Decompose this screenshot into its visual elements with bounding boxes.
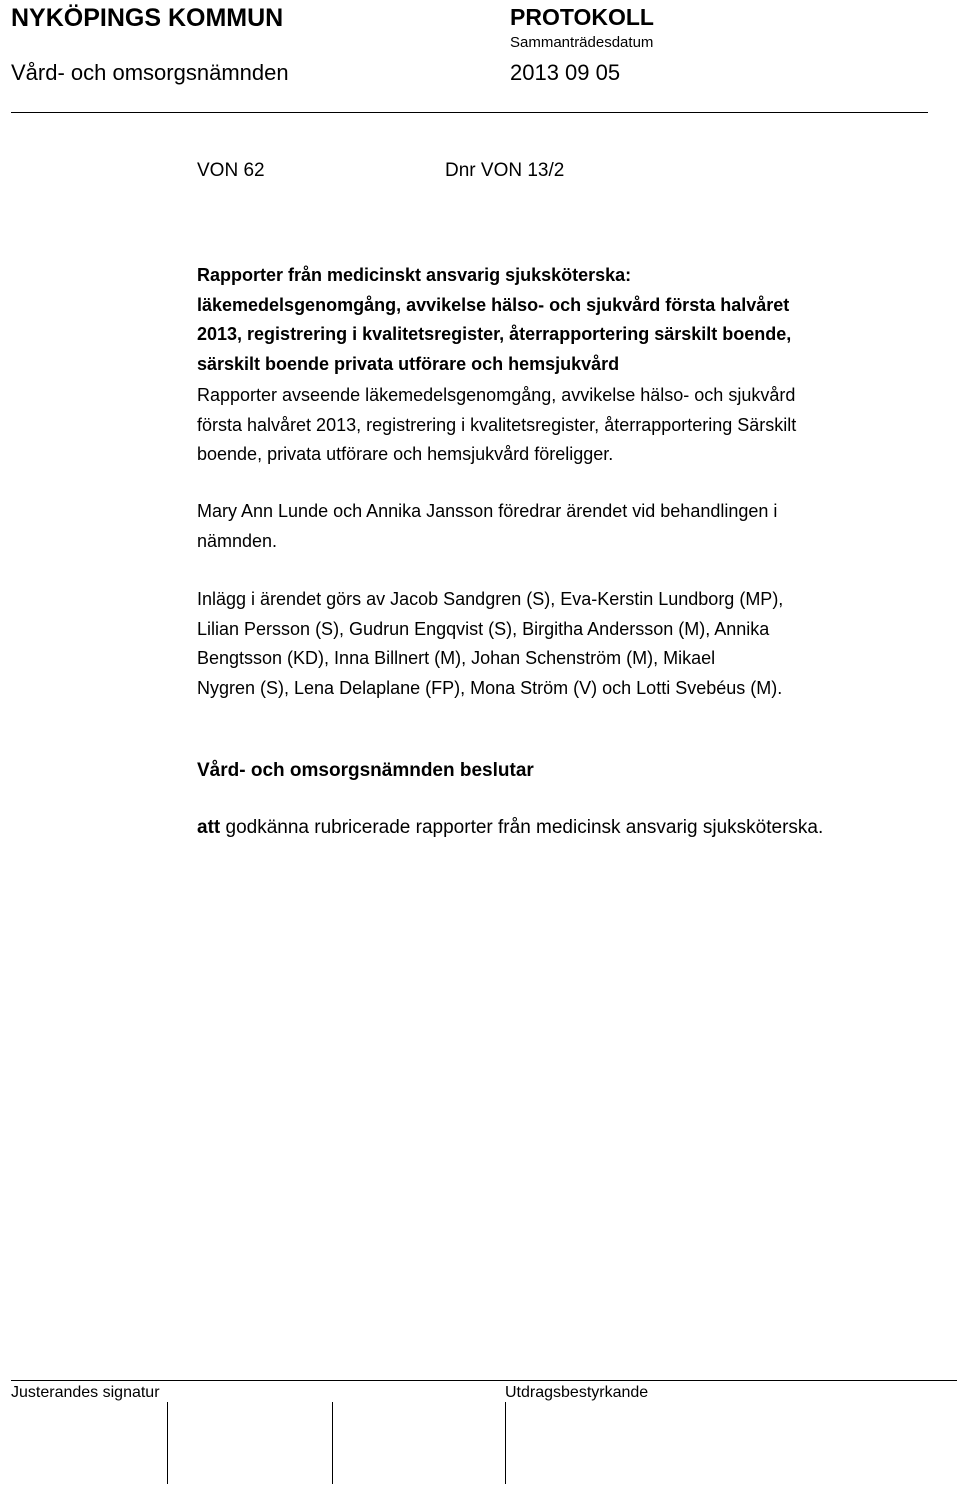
paragraph-line: Lilian Persson (S), Gudrun Engqvist (S), Birgitha Andersson (M), Annika bbox=[197, 618, 770, 639]
heading-line: Rapporter från medicinskt ansvarig sjuksköterska: bbox=[197, 265, 632, 285]
meeting-date: 2013 09 05 bbox=[510, 60, 621, 85]
decision-keyword: att bbox=[197, 817, 221, 838]
paragraph-line: nämnden. bbox=[197, 530, 278, 551]
organization-name: NYKÖPINGS KOMMUN bbox=[11, 4, 284, 32]
decision-text bbox=[197, 813, 917, 843]
heading-line: läkemedelsgenomgång, avvikelse hälso- och sjukvård första halvåret bbox=[197, 294, 790, 315]
report-paragraph bbox=[197, 381, 917, 470]
signature-box-divider bbox=[332, 1402, 333, 1484]
paragraph-line: första halvåret 2013, registrering i kvalitetsregister, återrapportering Särskilt bbox=[197, 414, 797, 435]
paragraph-line: Bengtsson (KD), Inna Billnert (M), Johan Schenström (M), Mikael bbox=[197, 648, 716, 668]
signature-label: Justerandes signatur bbox=[11, 1384, 160, 1401]
footer-rule bbox=[11, 1380, 957, 1381]
presenters-paragraph bbox=[197, 497, 917, 556]
case-number: VON 62 bbox=[197, 160, 265, 181]
paragraph-line: boende, privata utförare och hemsjukvård föreligger. bbox=[197, 444, 614, 464]
paragraph-line: Mary Ann Lunde och Annika Jansson föredrar ärendet vid behandlingen i bbox=[197, 501, 778, 521]
case-heading bbox=[197, 261, 917, 379]
decision-heading: Vård- och omsorgsnämnden beslutar bbox=[197, 760, 534, 781]
paragraph-line: Nygren (S), Lena Delaplane (FP), Mona Ström (V) och Lotti Svebéus (M). bbox=[197, 677, 783, 698]
signature-box-divider bbox=[167, 1402, 168, 1484]
heading-line: 2013, registrering i kvalitetsregister, återrapportering särskilt boende, bbox=[197, 324, 792, 344]
case-reference: Dnr VON 13/2 bbox=[445, 160, 565, 181]
heading-line: särskilt boende privata utförare och hemsjukvård bbox=[197, 353, 620, 374]
contributions-paragraph bbox=[197, 585, 917, 703]
meeting-date-label: Sammanträdesdatum bbox=[510, 34, 654, 51]
signature-box-divider bbox=[505, 1402, 506, 1484]
committee-name: Vård- och omsorgsnämnden bbox=[11, 60, 289, 85]
header-rule bbox=[11, 112, 928, 113]
document-type: PROTOKOLL bbox=[510, 4, 654, 30]
decision-body: godkänna rubricerade rapporter från medicinsk ansvarig sjuksköterska. bbox=[220, 817, 824, 838]
paragraph-line: Rapporter avseende läkemedelsgenomgång, avvikelse hälso- och sjukvård bbox=[197, 385, 796, 405]
paragraph-line: Inlägg i ärendet görs av Jacob Sandgren (S), Eva-Kerstin Lundborg (MP), bbox=[197, 589, 784, 609]
extract-certification-label: Utdragsbestyrkande bbox=[505, 1384, 649, 1401]
